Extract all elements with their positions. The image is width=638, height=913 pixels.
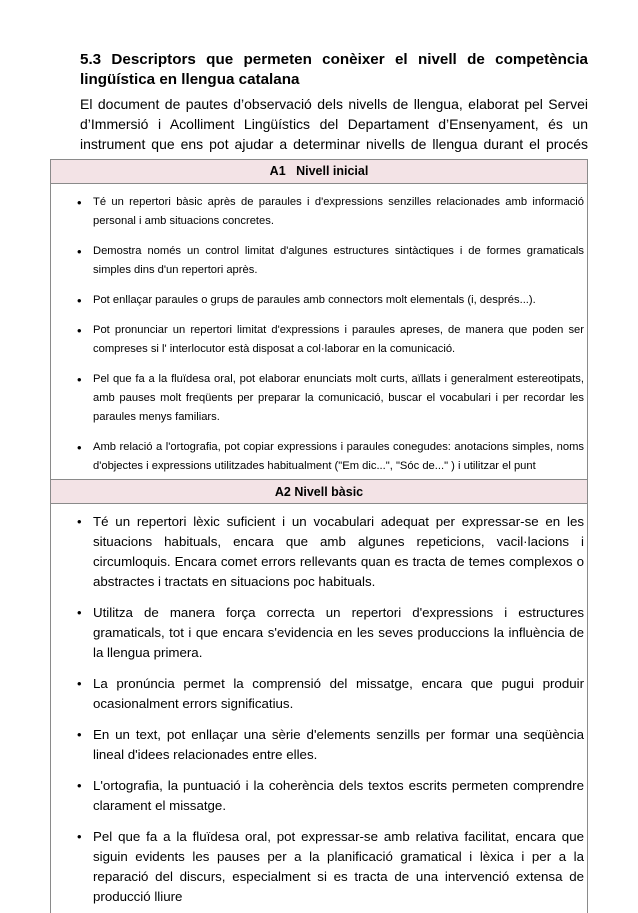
descriptors-table (50, 159, 588, 913)
descriptor-text: La pronúncia permet la comprensió del missatge, encara que pugui produir ocasionalment errors significatius. (93, 676, 584, 711)
list-item (51, 512, 587, 592)
list-item (51, 725, 587, 765)
descriptor-text: Té un repertori lèxic suficient i un vocabulari adequat per expressar-se en les situacions habituals, encara que amb algunes repeticions, vacil·lacions i circumloquis. Encara comet errors rellevants quan es tracta de temes complexos o abstractes i tractats en situacions poc habituals. (93, 514, 584, 589)
descriptor-text: Demostra només un control limitat d'algunes estructures sintàctiques i de formes gramaticals simples dins d'un repertori après. (93, 245, 584, 276)
descriptor-text: Té un repertori bàsic après de paraules i d'expressions senzilles relacionades amb informació personal i amb situacions concretes. (93, 196, 584, 227)
level-a1-title: A1 Nivell inicial (269, 164, 369, 178)
bullet-icon: • (77, 676, 82, 691)
bullet-icon: • (77, 727, 82, 742)
list-item (51, 603, 587, 663)
descriptor-text: L'ortografia, la puntuació i la coherència dels textos escrits permeten comprendre clarament el missatge. (93, 778, 584, 813)
descriptor-text: Amb relació a l'ortografia, pot copiar expressions i paraules conegudes: anotacions simples, noms d'objectes i expressions utilitzades habitualment ("Em dic...", "Sóc de..." ) i utilitzar el punt (93, 441, 584, 472)
bullet-icon: • (77, 195, 82, 210)
bullet-icon: • (77, 323, 82, 338)
bullet-icon: • (77, 372, 82, 387)
intro-paragraph: El document de pautes d’observació dels nivells de llengua, elaborat pel Servei d’Immersió i Acolliment Lingüístics del Departament d’Ensenyament, és un instrument que ens pot ajudar a determinar nivells de llengua durant el procés (80, 96, 588, 152)
list-item (51, 674, 587, 714)
list-item (51, 370, 587, 427)
bullet-icon: • (77, 778, 82, 793)
bullet-icon: • (77, 605, 82, 620)
level-a2-descriptors (51, 504, 587, 913)
descriptor-text: Pel que fa a la fluïdesa oral, pot elaborar enunciats molt curts, aïllats i generalment estereotipats, amb pauses molt freqüents per preparar la comunicació, buscar el vocabulari i per recordar les paraules menys familiars. (93, 373, 584, 423)
list-item (51, 827, 587, 907)
descriptor-text: Utilitza de manera força correcta un repertori d'expressions i estructures gramaticals, tot i que encara s'evidencia en les seves produccions la influència de la llengua primera. (93, 605, 584, 660)
descriptor-text: En un text, pot enllaçar una sèrie d'elements senzills per formar una seqüència lineal d'idees relacionades entre elles. (93, 727, 584, 762)
list-item (51, 776, 587, 816)
level-a2-header (51, 479, 587, 504)
level-a2-title: A2 Nivell bàsic (274, 485, 364, 499)
bullet-icon: • (77, 440, 82, 455)
list-item (51, 291, 587, 310)
level-a1-header (51, 160, 587, 184)
section-heading: 5.3 Descriptors que permeten conèixer el nivell de competència lingüística en llengua catalana (80, 51, 588, 88)
bullet-icon: • (77, 293, 82, 308)
bullet-icon: • (77, 514, 82, 529)
bullet-icon: • (77, 244, 82, 259)
descriptor-text: Pel que fa a la fluïdesa oral, pot expressar-se amb relativa facilitat, encara que siguin evidents les pauses per a la planificació gramatical i lèxica i per a la reparació del discurs, especialment si es tracta de una intervenció extensa de producció lliure (93, 829, 584, 904)
list-item (51, 321, 587, 359)
list-item (51, 438, 587, 476)
level-a1-descriptors (51, 184, 587, 479)
bullet-icon: • (77, 829, 82, 844)
descriptor-text: Pot pronunciar un repertori limitat d'expressions i paraules apreses, de manera que poden ser compreses si l' interlocutor està disposat a col·laborar en la comunicació. (93, 324, 584, 355)
list-item (51, 193, 587, 231)
descriptor-text: Pot enllaçar paraules o grups de paraules amb connectors molt elementals (i, després...). (93, 294, 536, 306)
list-item (51, 242, 587, 280)
